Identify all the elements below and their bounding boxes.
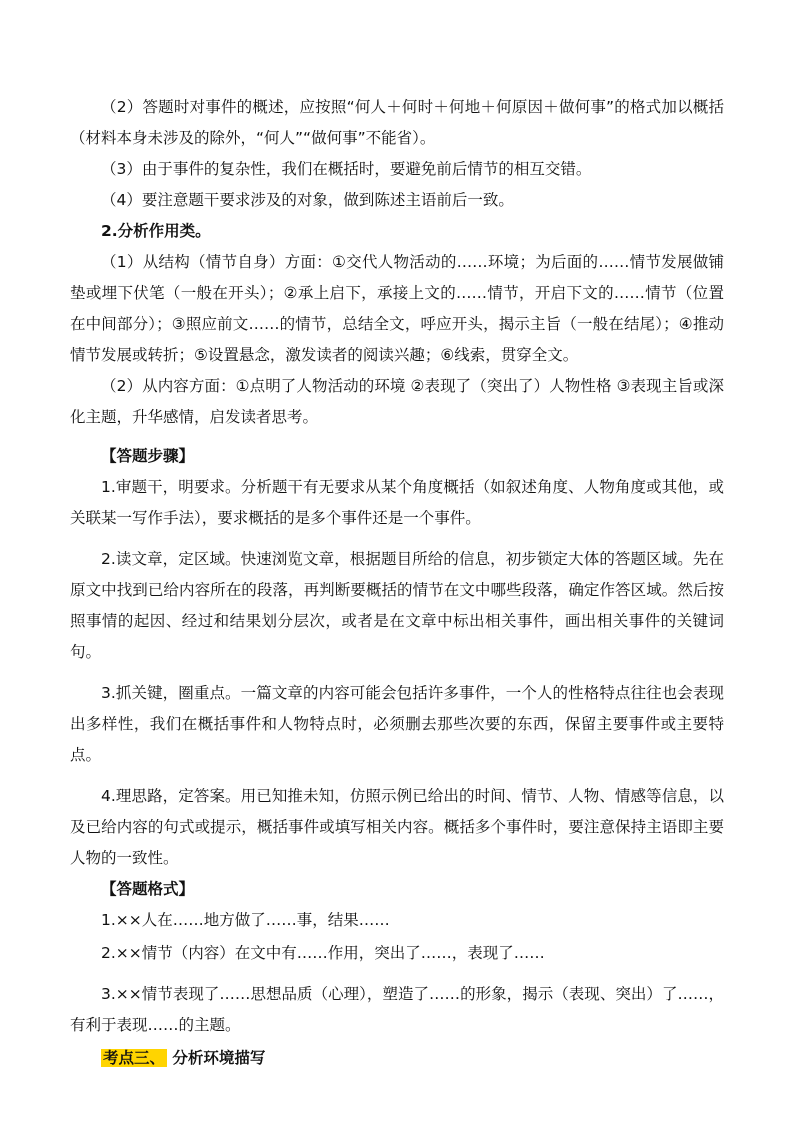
paragraph-summary-format: （2）答题时对事件的概述，应按照“何人＋何时＋何地＋何原因＋做何事”的格式加以概括（材料本身未涉及的除外，“何人”“做何事”不能省）。 bbox=[70, 98, 724, 147]
heading-analysis-type: 2.分析作用类。 bbox=[101, 222, 211, 240]
step-2: 2.读文章，定区域。快速浏览文章，根据题目所给的信息，初步锁定大体的答题区域。先在原文中找到已给内容所在的段落，再判断要概括的情节在文中哪些段落，确定作答区域。然后按照事情的起因、经过和结果划分层次，或者是在文章中标出相关事件，画出相关事件的关键词句。 bbox=[70, 550, 724, 661]
section-heading-kaodian-3 bbox=[70, 1043, 724, 1074]
step-4: 4.理思路，定答案。用已知推未知，仿照示例已给出的时间、情节、人物、情感等信息，以及已给内容的句式或提示，概括事件或填写相关内容。概括多个事件时，要注意保持主语即主要人物的一致性。 bbox=[70, 787, 724, 867]
step-1: 1.审题干，明要求。分析题干有无要求从某个角度概括（如叙述角度、人物角度或其他，或关联某一写作手法），要求概括的是多个事件还是一个事件。 bbox=[70, 478, 724, 527]
kaodian-title: 分析环境描写 bbox=[172, 1049, 266, 1067]
paragraph-content-role: （2）从内容方面：①点明了人物活动的环境 ②表现了（突出了）人物性格 ③表现主旨或深化主题，升华感情，启发读者思考。 bbox=[70, 377, 724, 426]
paragraph-subject-consistency: （4）要注意题干要求涉及的对象，做到陈述主语前后一致。 bbox=[101, 191, 514, 209]
document-page bbox=[70, 92, 724, 1074]
paragraph-structure-role: （1）从结构（情节自身）方面：①交代人物活动的……环境；为后面的……情节发展做铺垫或埋下伏笔（一般在开头）；②承上启下，承接上文的……情节，开启下文的……情节（位置在中间部分）；③照应前文……的情节，总结全文，呼应开头，揭示主旨（一般在结尾）；④推动情节发展或转折；⑤设置悬念，激发读者的阅读兴趣；⑥线索，贯穿全文。 bbox=[70, 253, 724, 364]
heading-answer-format: 【答题格式】 bbox=[101, 880, 195, 898]
format-2: 2.××情节（内容）在文中有……作用，突出了……，表现了…… bbox=[101, 944, 545, 962]
heading-answer-steps: 【答题步骤】 bbox=[101, 447, 195, 465]
paragraph-avoid-interleave: （3）由于事件的复杂性，我们在概括时，要避免前后情节的相互交错。 bbox=[101, 160, 592, 178]
format-3: 3.××情节表现了……思想品质（心理），塑造了……的形象，揭示（表现、突出）了……，有利于表现……的主题。 bbox=[70, 985, 724, 1034]
kaodian-tag-highlight: 考点三、 bbox=[103, 1049, 166, 1067]
step-3: 3.抓关键，圈重点。一篇文章的内容可能会包括许多事件，一个人的性格特点往往也会表现出多样性，我们在概括事件和人物特点时，必须删去那些次要的东西，保留主要事件或主要特点。 bbox=[70, 684, 724, 764]
format-1: 1.××人在……地方做了……事，结果…… bbox=[101, 911, 390, 929]
